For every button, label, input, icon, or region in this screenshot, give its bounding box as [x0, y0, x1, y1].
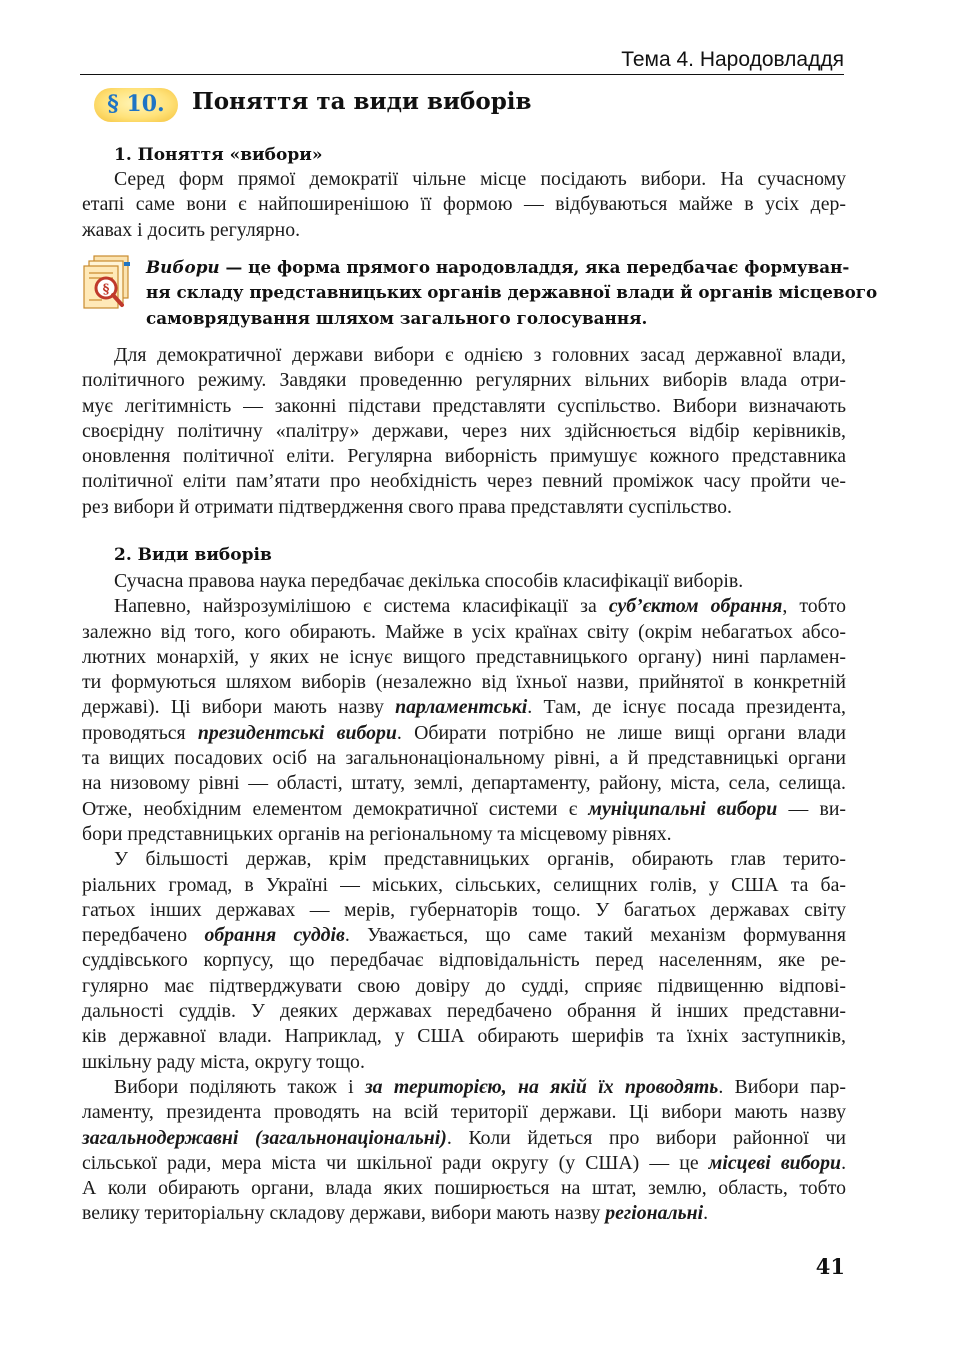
text-line: ріальних громад, в Україні — міських, сільських, селищних голів, у США та ба- [82, 873, 846, 896]
text-line: жавах і досить регулярно. [82, 218, 301, 241]
text-line [82, 1201, 846, 1226]
text-line: політичного режиму. Завдяки проведенню регулярних вільних виборів влада отри- [82, 369, 846, 392]
text-span: . [703, 1202, 709, 1225]
text-line: політичної еліти пам’ятати про необхідність через певний проміжок часу пройти че- [82, 470, 846, 493]
text-line: ків державної влади. Наприклад, у США обирають шерифів та їхніх заступників, [82, 1025, 846, 1048]
key-term: суб’єктом обрання [608, 595, 783, 618]
key-term: парламентські [395, 696, 528, 719]
text-line: на низовому рівні — області, штату, землі, департаменту, району, міста, села, селища. [82, 772, 846, 795]
subsection-heading-2: 2. Види виборів [114, 545, 272, 565]
text-line: етапі саме вони є найпоширенішою її формою — відбуваються майже в усіх дер- [82, 193, 846, 216]
key-term: обрання суддів [204, 924, 345, 947]
text-line: шкільну раду міста, округу тощо. [82, 1050, 365, 1073]
text-span: Напевно, найзрозумілішою є система класифікації за [114, 595, 609, 618]
text-line: та вищих посадових осіб на загальнонаціональному рівні, а й представницькі органи [82, 747, 846, 770]
key-term: за територією, на якій їх проводять [364, 1075, 719, 1098]
definition-line [146, 255, 850, 280]
text-line [82, 1151, 846, 1176]
text-line: Для демократичної держави вибори є однією з головних засад державної влади, [114, 344, 846, 366]
key-term: президентські вибори [197, 721, 397, 744]
text-line: залежно від того, кого обирають. Майже в усіх країнах світу (окрім небагатьох абсо- [82, 620, 846, 643]
key-term: регіональні [605, 1202, 704, 1225]
text-span: Отже, необхідним елементом демократичної системи є [82, 797, 589, 820]
text-span: передбачено [82, 924, 205, 947]
text-line [82, 1075, 846, 1100]
text-line: рез вибори й отримати підтвердження свого права представляти суспільство. [82, 495, 732, 518]
text-line: ти формуються шляхом виборів (незалежно від їхньої назви, прийнятої в конкретній [82, 671, 846, 694]
key-term: муніципальні вибори [588, 797, 778, 820]
intro-paragraph [82, 167, 846, 243]
subsection-heading-1: 1. Поняття «вибори» [114, 145, 323, 165]
key-term: місцеві вибори [708, 1151, 842, 1174]
header-title: Тема 4. Народовладдя [621, 48, 844, 71]
text-span: проводяться [82, 721, 198, 744]
text-line [82, 797, 846, 822]
paragraph-democracy [82, 343, 846, 520]
section-number-badge [94, 88, 178, 122]
page-number: 41 [815, 1254, 845, 1279]
definition-line: самоврядування шляхом загального голосування. [146, 307, 648, 328]
key-term: загальнодержавні (загальнонаціональні) [82, 1126, 447, 1149]
text-span: . Уважається, що саме такий механізм формування [344, 924, 846, 947]
text-span: . Обирати потрібно не лише вищі органи влади [396, 721, 846, 744]
text-span: . [841, 1151, 847, 1174]
definition-document-magnifier-icon [80, 254, 134, 310]
text-span: . Коли йдеться про вибори районної чи [446, 1126, 846, 1149]
text-line: бори представницьких органів на регіональному та місцевому рівнях. [82, 822, 672, 845]
text-line [82, 923, 846, 948]
definition-line: ня складу представницьких органів державної влади й органів місцевого [146, 282, 878, 303]
running-header [80, 44, 844, 75]
definition-text: — це форма прямого народовладдя, яка передбачає формуван- [219, 257, 850, 277]
text-line: своєрідну політичну «палітру» держави, через них здійснюється відбір керівників, [82, 419, 846, 442]
text-span: . Вибори пар- [718, 1075, 846, 1098]
text-span: — ви- [777, 797, 846, 820]
definition-block [146, 255, 878, 331]
text-span: . Там, де існує посада президента, [527, 696, 846, 719]
text-span: , тобто [782, 595, 846, 618]
text-line: Серед форм прямої демократії чільне місце посідають вибори. На сучасному [114, 168, 846, 190]
text-line [82, 721, 846, 746]
text-line [82, 1126, 846, 1151]
text-line: оновлення політичної еліти. Регулярна виборність примушує кожного представника [82, 445, 846, 468]
text-line: ламенту, президента проводять на всій території держави. Ці вибори мають назву [82, 1101, 846, 1124]
text-span: сільської ради, мера міста чи шкільної ради округу (у США) — це [82, 1151, 709, 1174]
svg-text:§: § [102, 282, 110, 297]
section-number: § 10. [107, 91, 165, 117]
text-line: А коли обирають органи, влада яких поширюється на штат, землю, область, тобто [82, 1177, 846, 1200]
definition-term: Вибори [146, 257, 220, 277]
text-line: гулярно має підтверджувати свою довіру до судді, сприяє підвищенню відпові- [82, 974, 846, 997]
text-line: дальності суддів. У деяких державах передбачено обрання й інших представни- [82, 1000, 846, 1023]
text-line: Сучасна правова наука передбачає декілька способів класифікації виборів. [114, 570, 744, 592]
text-span: велику територіальну складову держави, вибори мають назву [82, 1202, 606, 1225]
text-span: Вибори поділяють також і [114, 1075, 365, 1098]
text-line: суддівського корпусу, що передбачає відповідальність перед населенням, яке ре- [82, 949, 846, 972]
text-line [82, 594, 846, 619]
section-title: Поняття та види виборів [192, 88, 532, 115]
text-span: державі). Ці вибори мають назву [82, 696, 396, 719]
text-line: гатьох інших державах — мерів, губернаторів тощо. У багатьох державах світу [82, 898, 846, 921]
text-line [82, 695, 846, 720]
text-line: мує легітимність — законні підстави представляти суспільство. Вибори визначають [82, 394, 846, 417]
paragraph-types [82, 569, 846, 1227]
text-line: лютних монархій, у яких не існує вищого представницького органу) нині парламен- [82, 645, 846, 668]
text-line: У більшості держав, крім представницьких органів, обирають глав терито- [114, 848, 846, 871]
